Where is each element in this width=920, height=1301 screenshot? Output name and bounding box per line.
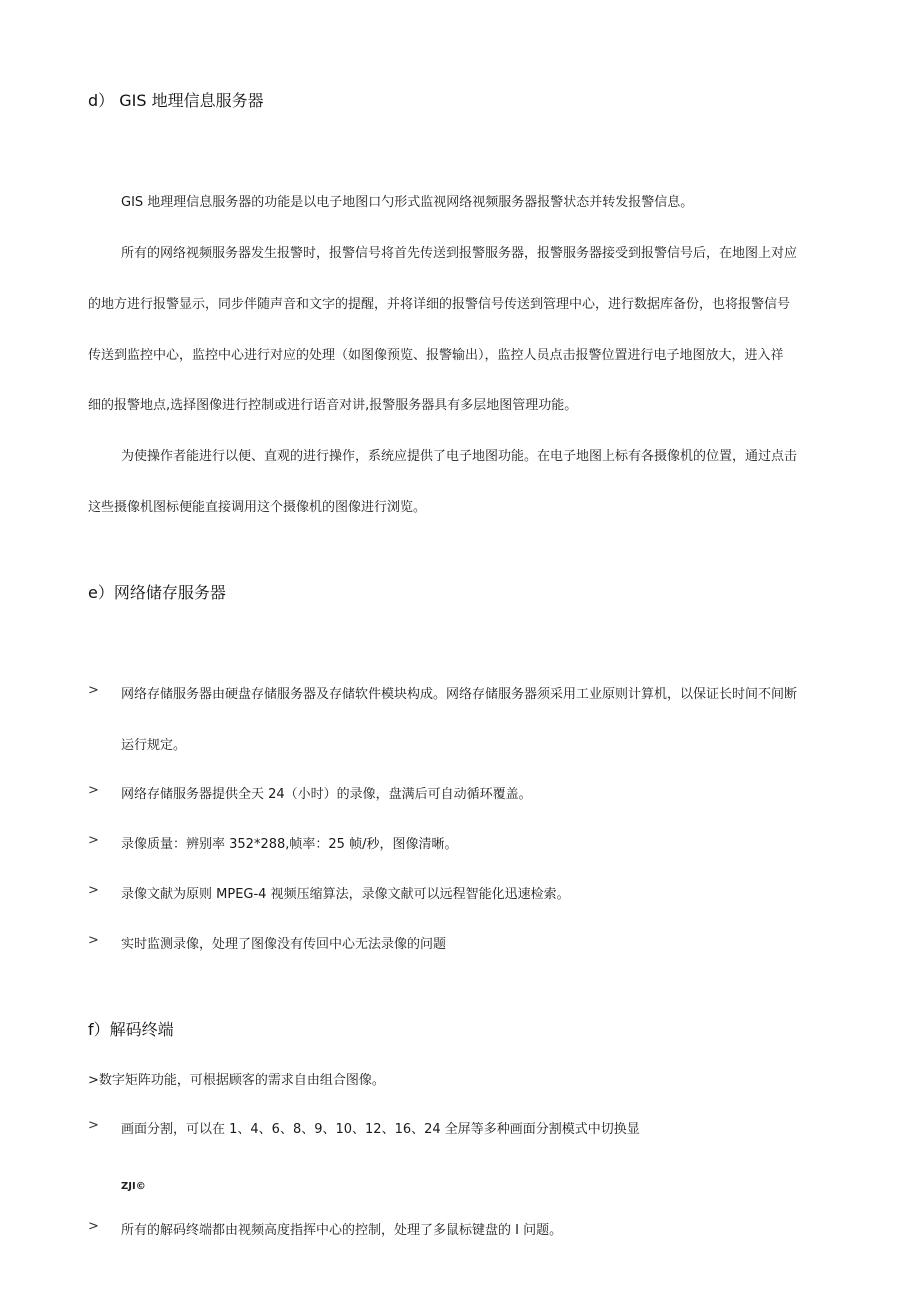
section-f-bullet-2: 画面分割，可以在 1、4、6、8、9、10、12、16、24 全屏等多种画面分割模式中切换显 [121,1122,640,1137]
bullet-marker: > [88,683,99,698]
section-d-paragraph-2-line: 的地方进行报警显示，同步伴随声音和文字的提醒，并将详细的报警信号传送到管理中心，进行数据库备份，也将报警信号 [88,297,791,312]
bullet-marker: > [88,1219,99,1234]
section-d-paragraph-2-line: 细的报警地点,选择图像进行控制或进行语音对讲,报警服务器具有多层地图管理功能。 [88,398,578,413]
section-e-bullet-3: 录像质量：辨别率 352*288,帧率：25 帧/秒，图像清晰。 [121,837,458,852]
bullet-marker: > [88,933,99,948]
text-fragment: ZJI© [121,1181,146,1192]
section-e-heading: e）网络储存服务器 [88,583,226,602]
bullet-marker: > [88,833,99,848]
bullet-marker: > [88,883,99,898]
section-d-paragraph-2-line: 传送到监控中心，监控中心进行对应的处理（如图像预览、报警输出），监控人员点击报警位置进行电子地图放大，进入祥 [88,348,784,363]
section-f-bullet-3: 所有的解码终端都由视频高度指挥中心的控制，处理了多鼠标键盘的 I 问题。 [121,1223,563,1238]
section-f-heading: f）解码终端 [88,1020,174,1039]
section-f-line-1: >数字矩阵功能，可根据顾客的需求自由组合图像。 [88,1073,385,1088]
section-d-paragraph-1: GIS 地理理信息服务器的功能是以电子地图口勺形式监视网络视频服务器报警状态并转发报警信息。 [121,195,694,210]
section-d-paragraph-3-line: 为使操作者能进行以便、直观的进行操作，系统应提供了电子地图功能。在电子地图上标有各摄像机的位置，通过点击 [121,449,798,464]
section-e-bullet-2: 网络存储服务器提供全天 24（小时）的录像，盘满后可自动循环覆盖。 [121,787,532,802]
section-e-bullet-5: 实时监测录像，处理了图像没有传回中心无法录像的问题 [121,937,447,952]
section-d-paragraph-2-line: 所有的网络视频服务器发生报警时，报警信号将首先传送到报警服务器，报警服务器接受到报警信号后，在地图上对应 [121,246,798,261]
section-d-paragraph-3-line: 这些摄像机图标便能直接调用这个摄像机的图像进行浏览。 [88,500,427,515]
section-d-heading: d） GIS 地理信息服务器 [88,91,264,110]
section-e-bullet-1-line: 网络存储服务器由硬盘存储服务器及存储软件模块构成。网络存储服务器须采用工业原则计算机，以保证长时间不间断 [121,687,798,702]
bullet-marker: > [88,1118,99,1133]
section-e-bullet-4: 录像文献为原则 MPEG-4 视频压缩算法，录像文献可以远程智能化迅速检索。 [121,887,570,902]
bullet-marker: > [88,783,99,798]
section-e-bullet-1-line: 运行规定。 [121,738,187,753]
